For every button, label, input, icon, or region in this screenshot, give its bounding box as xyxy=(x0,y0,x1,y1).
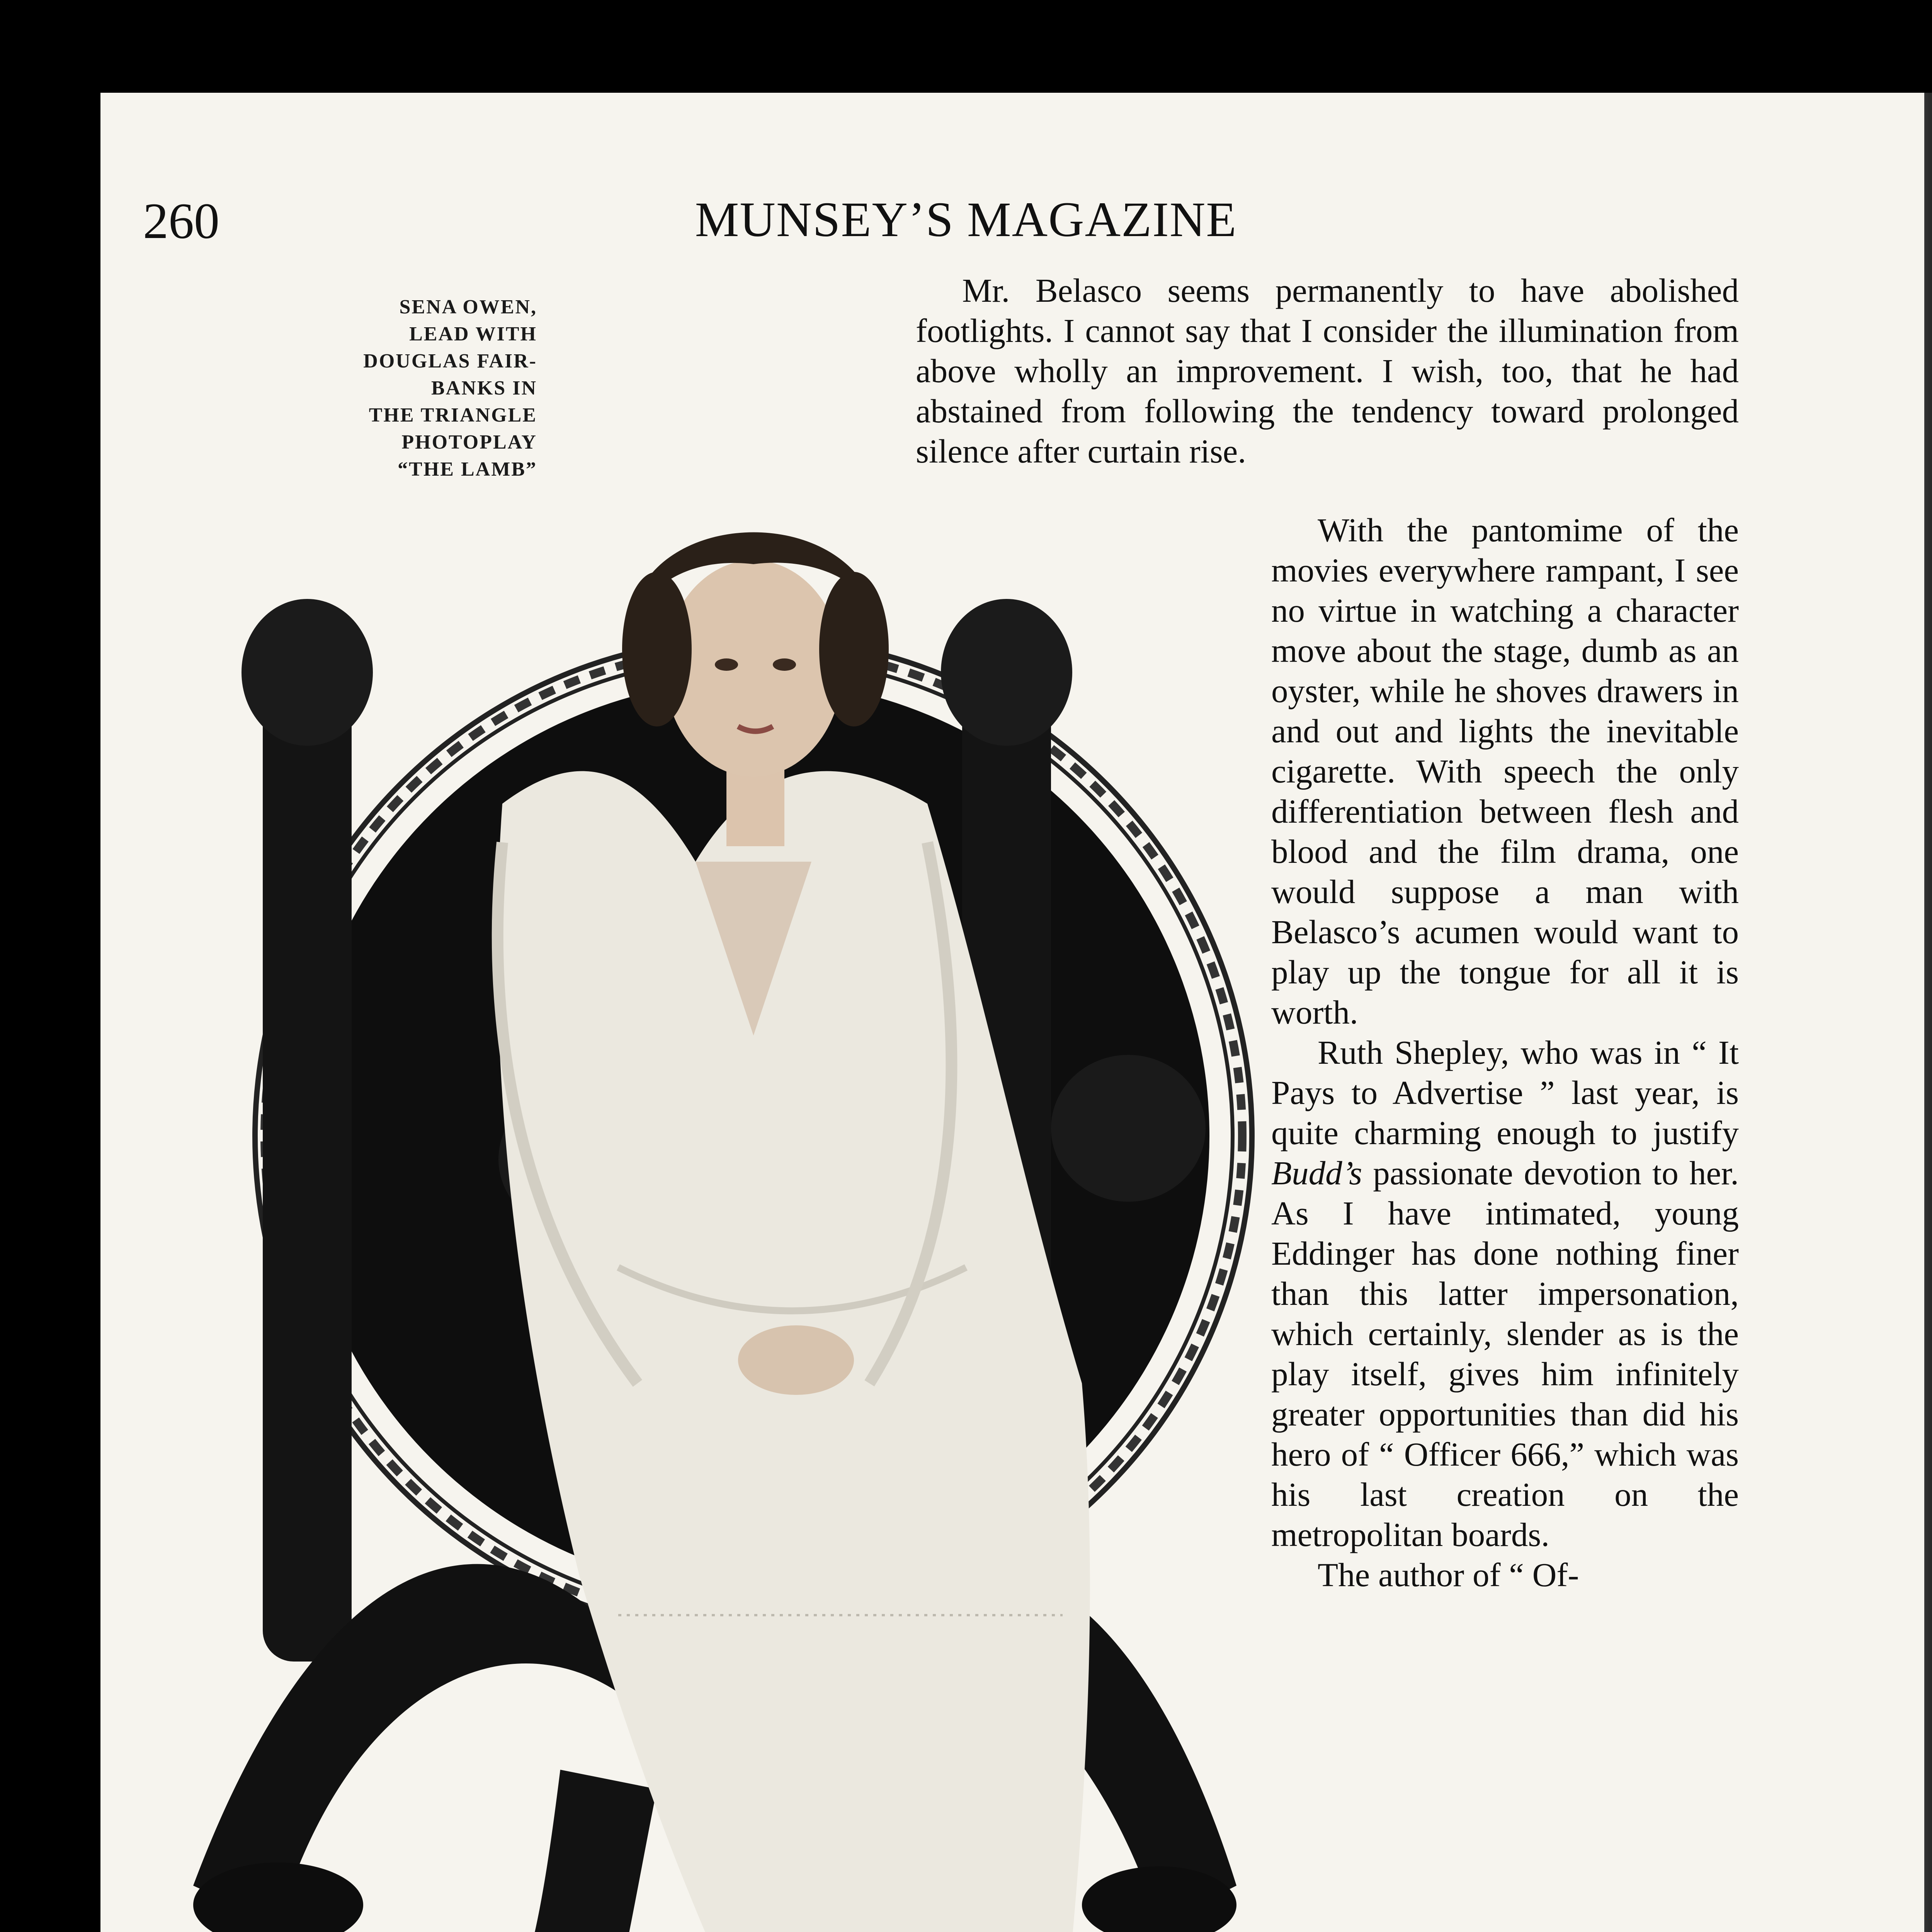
paragraph-author-start: The author of “ Of- xyxy=(1318,1556,1579,1594)
portrait-photograph xyxy=(116,340,1314,1932)
caption-line: BANKS IN xyxy=(431,377,537,399)
text-run: passionate devotion to her. As I have intimated, young Eddinger has done nothing finer than this latter impersonation, which certainly, slender as is the play itself, gives him infinitely greater opportunities than did his hero of “ Officer 666,” which was his last creation on the metropolitan boards. xyxy=(1271,1154,1739,1553)
character-name: Budd’s xyxy=(1271,1154,1362,1192)
paragraph-pantomime: With the pantomime of the movies everywhere rampant, I see no virtue in watching a character move about the stage, dumb as an oyster, while he shoves drawers in and out and lights the inevitable cigarette. With speech the only differentiation between flesh and blood and the film drama, one would suppose a man with Belasco’s acumen would want to play up the tongue for all it is worth. xyxy=(1271,511,1739,1031)
text-run: Ruth Shepley, who was in “ It Pays to Advertise ” last year, is quite charming enough to justify xyxy=(1271,1034,1739,1151)
caption-line: THE TRIANGLE xyxy=(369,404,537,426)
caption-line: LEAD WITH xyxy=(409,323,537,345)
article-column-top xyxy=(916,270,1739,471)
caption-line: SENA OWEN, xyxy=(399,296,537,318)
caption-line: “THE LAMB” xyxy=(398,458,537,480)
paragraph-ruth-shepley xyxy=(1271,1032,1739,1555)
caption-line: PHOTOPLAY xyxy=(401,431,537,453)
page-number: 260 xyxy=(143,192,219,249)
running-head: MUNSEY’S MAGAZINE xyxy=(695,192,1237,247)
article-column-narrow xyxy=(1271,510,1739,1595)
paragraph-belasco-footlights: Mr. Belasco seems permanently to have abolished footlights. I cannot say that I consider the illumination from above wholly an improvement. I wish, too, that he had abstained from following the tendency toward prolonged silence after curtain rise. xyxy=(916,272,1739,470)
caption-line: DOUGLAS FAIR- xyxy=(363,350,537,372)
